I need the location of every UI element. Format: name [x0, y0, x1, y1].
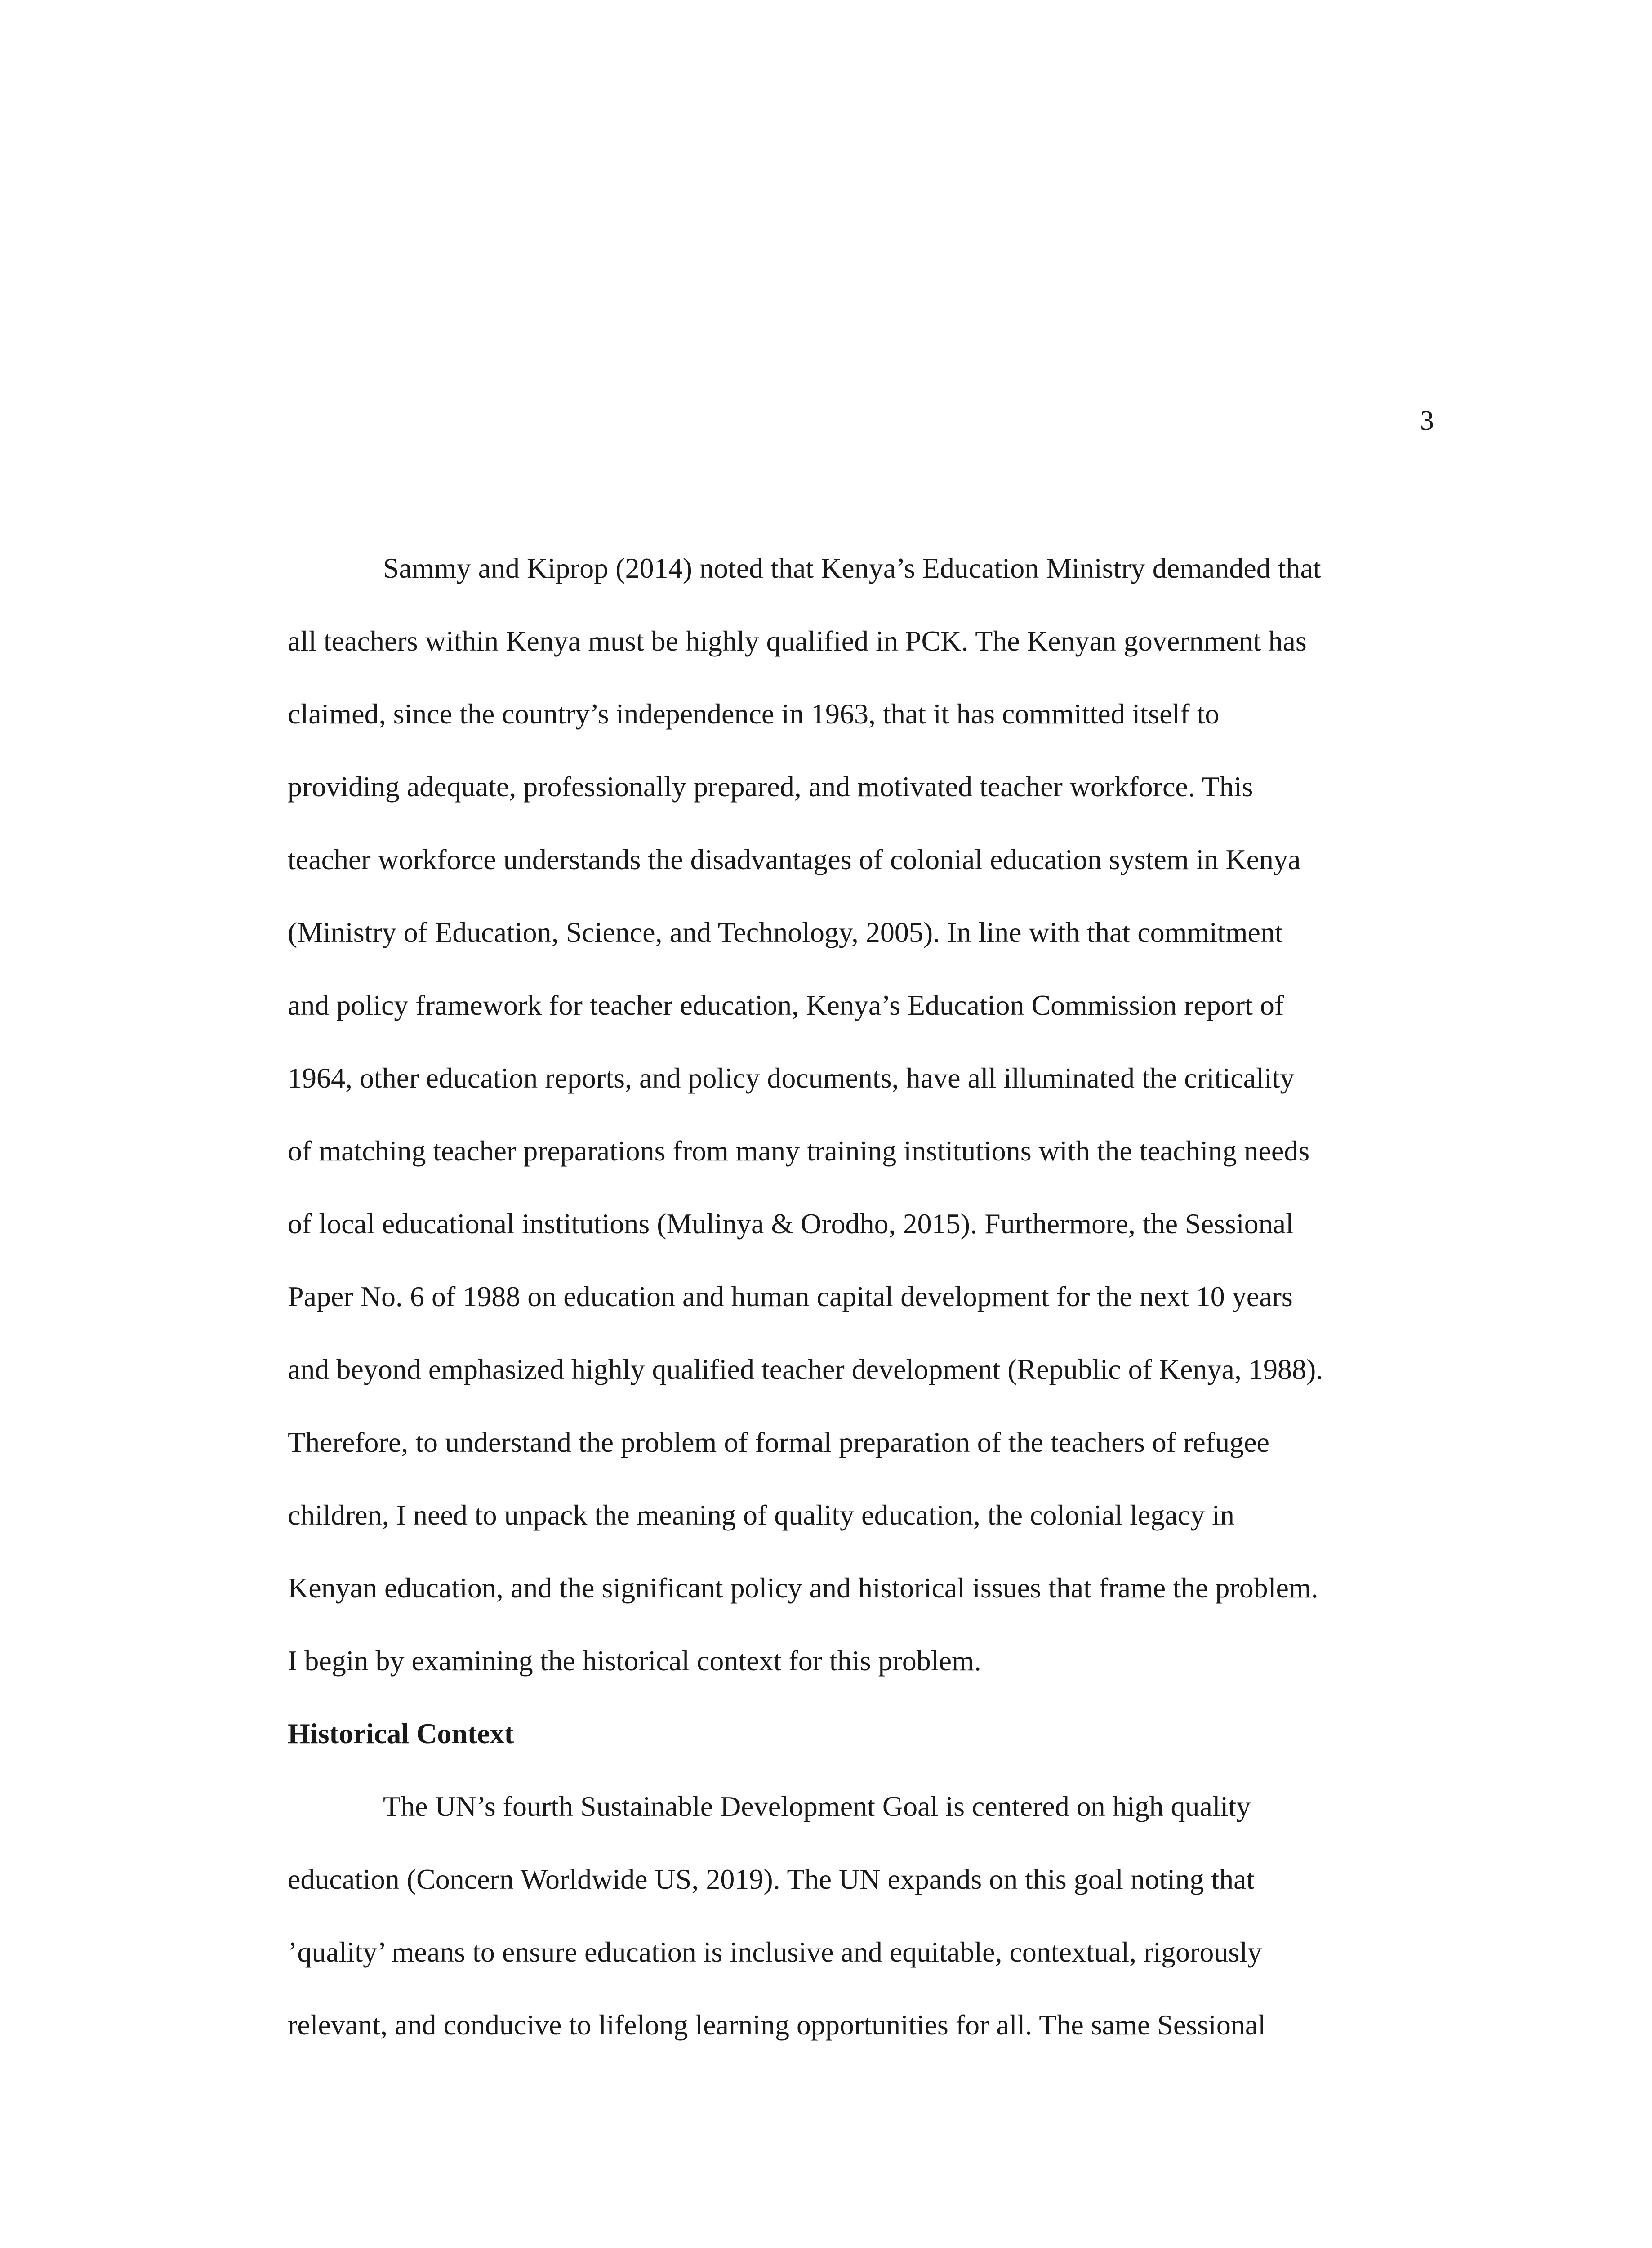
paragraph-line: Therefore, to understand the problem of formal preparation of the teachers of refugee [288, 1426, 1269, 1458]
paragraph-line: Paper No. 6 of 1988 on education and human capital development for the next 10 years [288, 1280, 1293, 1312]
paragraph-line: relevant, and conducive to lifelong learning opportunities for all. The same Sessional [288, 2009, 1266, 2041]
page-number: 3 [1420, 406, 1434, 436]
paragraph-line: claimed, since the country’s independence in 1963, that it has committed itself to [288, 698, 1220, 730]
paragraph-line: of local educational institutions (Mulinya & Orodho, 2015). Furthermore, the Sessional [288, 1208, 1294, 1240]
paragraph-line: (Ministry of Education, Science, and Technology, 2005). In line with that commitment [288, 916, 1283, 948]
paragraph-line: of matching teacher preparations from many training institutions with the teaching needs [288, 1135, 1310, 1167]
paragraph-line: all teachers within Kenya must be highly qualified in PCK. The Kenyan government has [288, 625, 1307, 657]
paragraph-line: and policy framework for teacher education, Kenya’s Education Commission report of [288, 989, 1284, 1021]
paragraph-line: children, I need to unpack the meaning of quality education, the colonial legacy in [288, 1499, 1234, 1531]
paragraph-line: I begin by examining the historical context for this problem. [288, 1645, 981, 1677]
paragraph-line: Sammy and Kiprop (2014) noted that Kenya’s Education Ministry demanded that [383, 552, 1321, 584]
paragraph-line: ’quality’ means to ensure education is inclusive and equitable, contextual, rigorously [288, 1936, 1262, 1968]
paragraph-line: Kenyan education, and the significant policy and historical issues that frame the problem. [288, 1572, 1318, 1604]
paragraph-line: and beyond emphasized highly qualified teacher development (Republic of Kenya, 1988). [288, 1353, 1323, 1385]
paragraph-line: providing adequate, professionally prepared, and motivated teacher workforce. This [288, 771, 1253, 803]
paragraph-line: The UN’s fourth Sustainable Development Goal is centered on high quality [383, 1790, 1251, 1822]
paragraph-line: 1964, other education reports, and policy documents, have all illuminated the criticality [288, 1062, 1295, 1094]
section-heading: Historical Context [288, 1717, 514, 1749]
paragraph-line: teacher workforce understands the disadvantages of colonial education system in Kenya [288, 843, 1301, 875]
paragraph-line: education (Concern Worldwide US, 2019). The UN expands on this goal noting that [288, 1863, 1255, 1895]
